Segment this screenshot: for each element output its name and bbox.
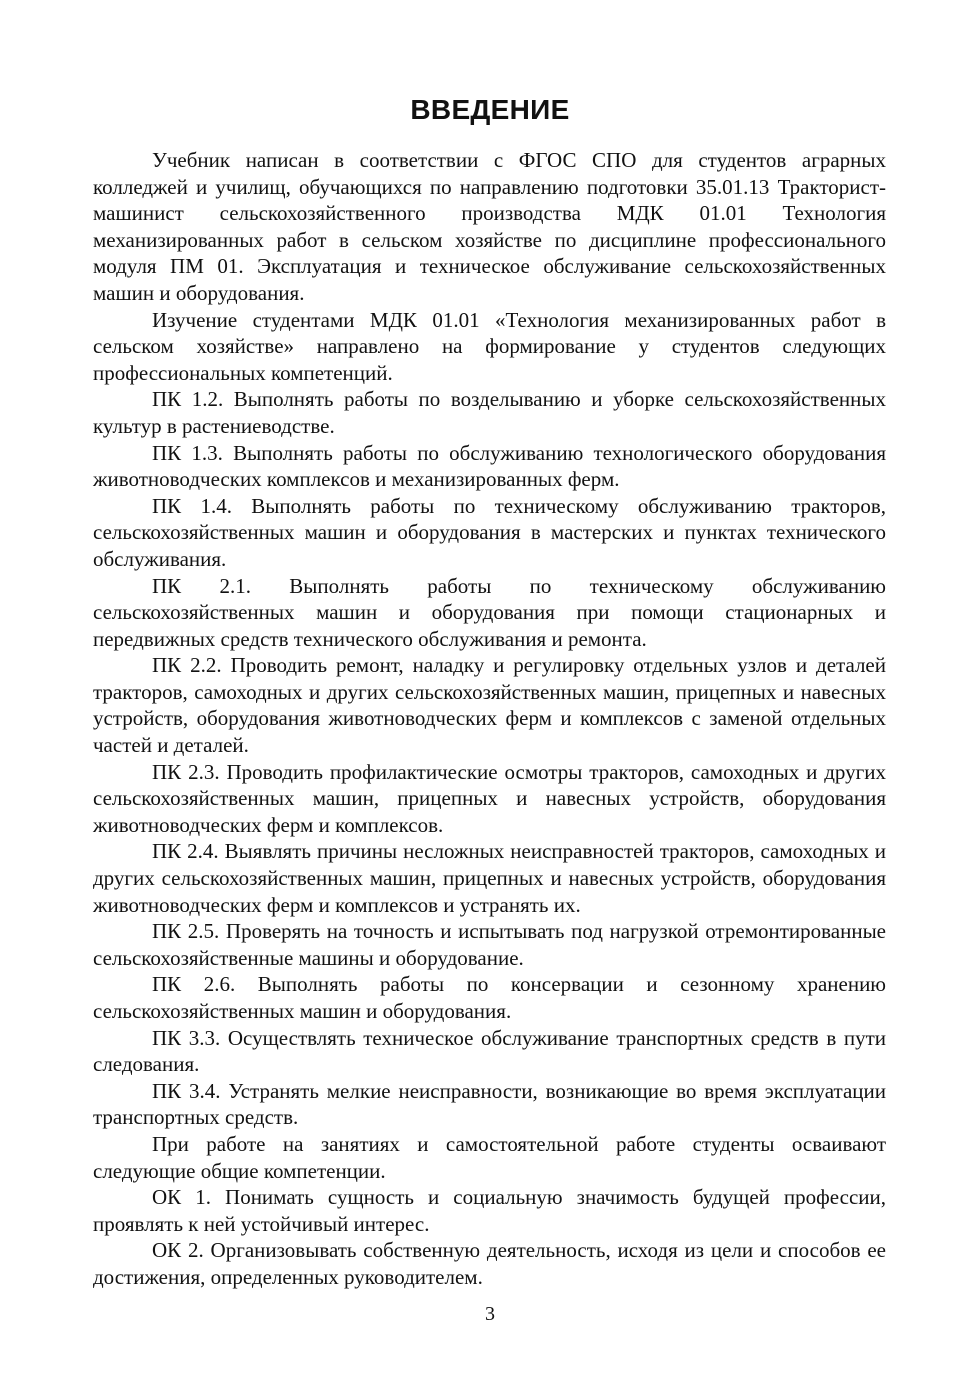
paragraph-pk-2-5: ПК 2.5. Проверять на точность и испытывать под нагрузкой отремонтированные сельскохозяйственные машины и оборудование.	[93, 919, 886, 970]
paragraph-study: Изучение студентами МДК 01.01 «Технология механизированных работ в сельском хозяйстве» направлено на формирование у студентов следующих профессиональных компетенций.	[93, 307, 886, 385]
paragraph-ok-1: ОК 1. Понимать сущность и социальную значимость будущей профессии, проявлять к ней устойчивый интерес.	[93, 1185, 886, 1236]
page-number: 3	[485, 1303, 495, 1325]
paragraph-pk-2-6: ПК 2.6. Выполнять работы по консервации и сезонному хранению сельскохозяйственных машин и оборудования.	[93, 972, 886, 1023]
paragraph-pk-1-2: ПК 1.2. Выполнять работы по возделыванию и уборке сельскохозяйственных культур в растениеводстве.	[93, 387, 886, 438]
paragraph-pk-2-4: ПК 2.4. Выявлять причины несложных неисправностей тракторов, самоходных и других сельскохозяйственных машин, прицепных и навесных устройств, оборудования животноводческих ферм и комплексов и устранять их.	[93, 839, 886, 917]
paragraph-pk-2-3: ПК 2.3. Проводить профилактические осмотры тракторов, самоходных и других сельскохозяйственных машин, прицепных и навесных устройств, оборудования животноводческих ферм и комплексов.	[93, 759, 886, 837]
paragraph-ok-2: ОК 2. Организовывать собственную деятельность, исходя из цели и способов ее достижения, определенных руководителем.	[93, 1238, 886, 1289]
page-title: ВВЕДЕНИЕ	[410, 94, 570, 125]
paragraph-pk-2-1: ПК 2.1. Выполнять работы по техническому обслуживанию сельскохозяйственных машин и оборудования при помощи стационарных и передвижных средств технического обслуживания и ремонта.	[93, 573, 886, 651]
paragraph-intro: Учебник написан в соответствии с ФГОС СПО для студентов аграрных колледжей и училищ, обучающихся по направлению подготовки 35.01.13 Тракторист-машинист сельскохозяйственного производства МДК 01.01 Технология механизированных работ в сельском хозяйстве по дисциплине профессионального модуля ПМ 01. Эксплуатация и техническое обслуживание сельскохозяйственных машин и оборудования.	[93, 148, 886, 305]
body-text	[93, 147, 886, 1291]
paragraph-pk-1-4: ПК 1.4. Выполнять работы по техническому обслуживанию тракторов, сельскохозяйственных машин и оборудования в мастерских и пунктах технического обслуживания.	[93, 493, 886, 571]
paragraph-pk-3-4: ПК 3.4. Устранять мелкие неисправности, возникающие во время эксплуатации транспортных средств.	[93, 1078, 886, 1130]
paragraph-pk-1-3: ПК 1.3. Выполнять работы по обслуживанию технологического оборудования животноводческих комплексов и механизированных ферм.	[93, 440, 886, 492]
paragraph-pk-3-3: ПК 3.3. Осуществлять техническое обслуживание транспортных средств в пути следования.	[93, 1025, 886, 1077]
paragraph-general: При работе на занятиях и самостоятельной работе студенты осваивают следующие общие компетенции.	[93, 1131, 886, 1183]
paragraph-pk-2-2: ПК 2.2. Проводить ремонт, наладку и регулировку отдельных узлов и деталей тракторов, самоходных и других сельскохозяйственных машин, прицепных и навесных устройств, оборудования животноводческих ферм и комплексов с заменой отдельных частей и деталей.	[93, 653, 886, 758]
